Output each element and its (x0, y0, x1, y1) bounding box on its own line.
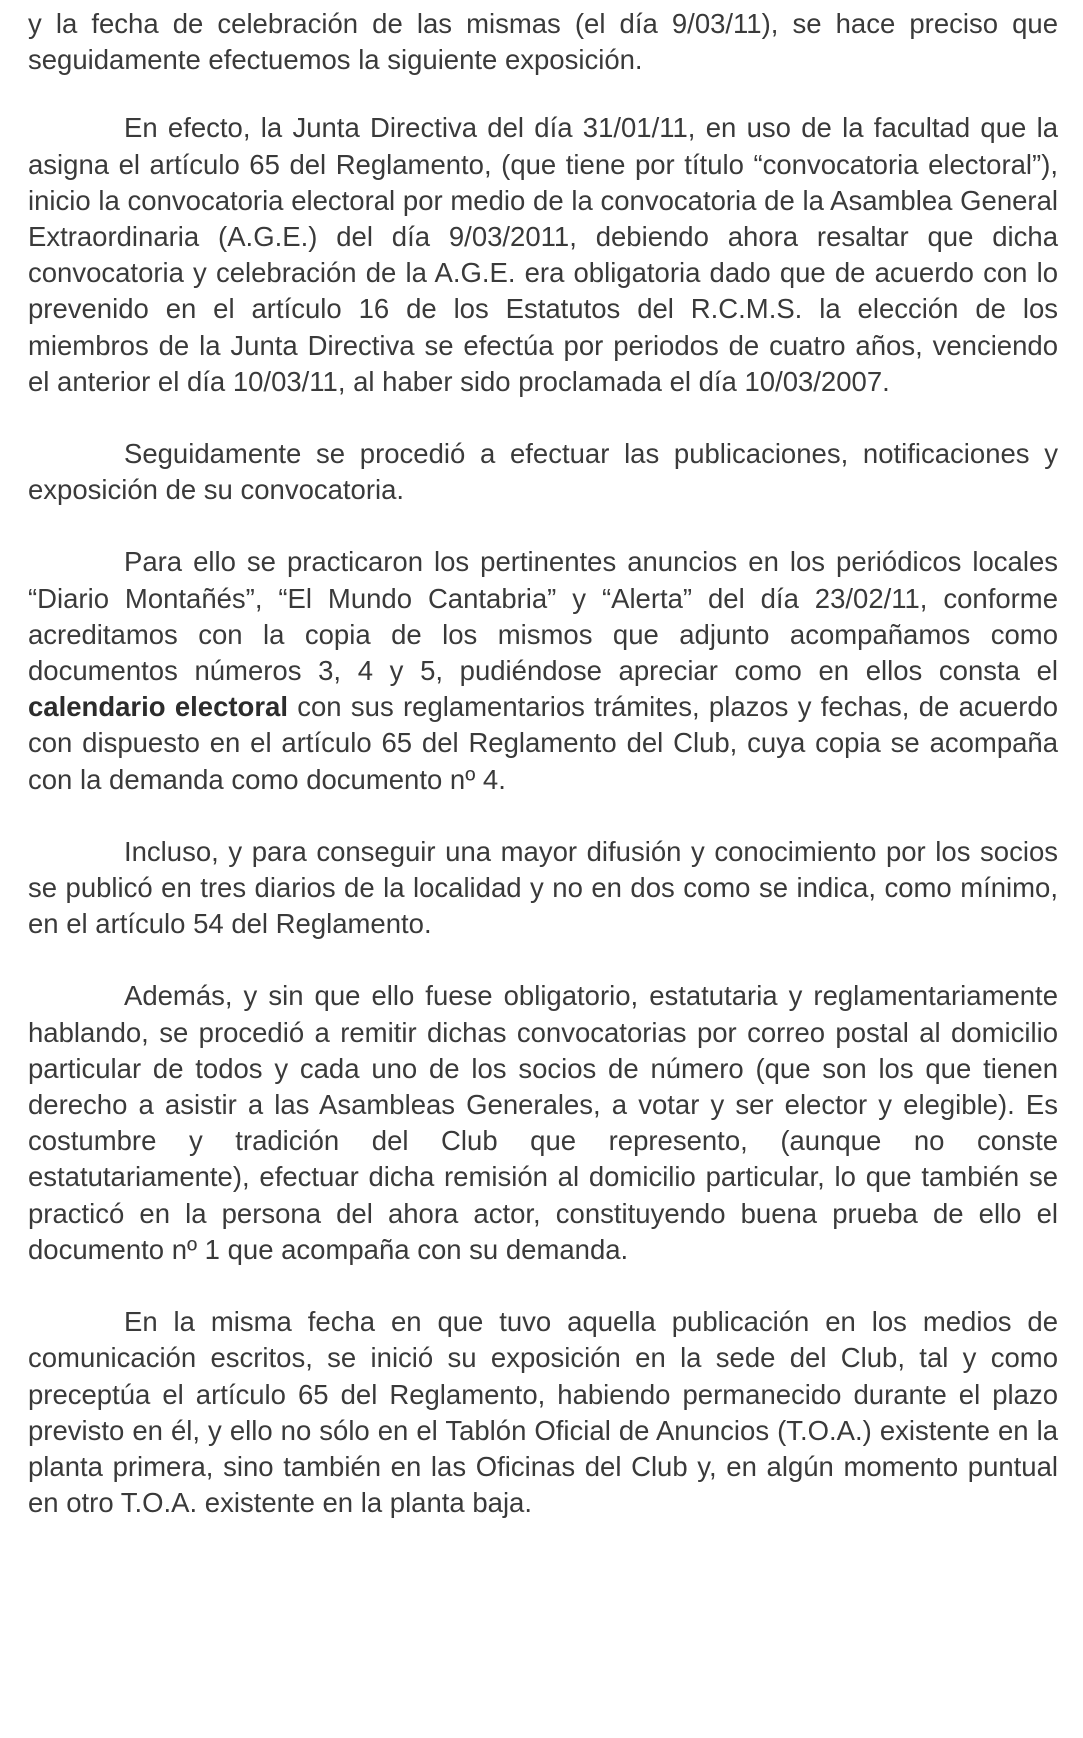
paragraph-publicaciones: Seguidamente se procedió a efectuar las publicaciones, notificaciones y exposición de su convocatoria. (28, 438, 1058, 506)
calendario-electoral-bold: calendario electoral (28, 691, 288, 723)
paragraph-exposicion-sede: En la misma fecha en que tuvo aquella publicación en los medios de comunicación escritos, se inició su exposición en la sede del Club, tal y como preceptúa el artículo 65 del Reglamento, habiendo permanecido durante el plazo previsto en él, y ello no sólo en el Tablón Oficial de Anuncios (T.O.A.) existente en la planta primera, sino también en las Oficinas del Club y, en algún momento puntual en otro T.O.A. existente en la planta baja. (28, 1306, 1058, 1519)
paragraph-difusion: Incluso, y para conseguir una mayor difusión y conocimiento por los socios se publicó en tres diarios de la localidad y no en dos como se indica, como mínimo, en el artículo 54 del Reglamento. (28, 835, 1058, 940)
anuncios-text-after: con sus reglamentarios trámites, plazos y fechas, de acuerdo con dispuesto en el artículo 65 del Reglamento del Club, cuya copia se acompaña con la demanda como documento nº 4. (28, 691, 1058, 795)
anuncios-text-before: Para ello se practicaron los pertinentes anuncios en los periódicos locales “Diario Montañés”, “El Mundo Cantabria” y “Alerta” del día 23/02/11, conforme acreditamos con la copia de los mismos que adjunto acompañamos como documentos números 3, 4 y 5, pudiéndose apreciar como en ellos consta el (28, 546, 1058, 687)
document-page (28, 6, 1058, 1557)
paragraph-junta-directiva: En efecto, la Junta Directiva del día 31/01/11, en uso de la facultad que la asigna el artículo 65 del Reglamento, (que tiene por título “convocatoria electoral”), inicio la convocatoria electoral por medio de la convocatoria de la Asamblea General Extraordinaria (A.G.E.) del día 9/03/2011, debiendo ahora resaltar que dicha convocatoria y celebración de la A.G.E. era obligatoria dado que de acuerdo con lo prevenido en el artículo 16 de los Estatutos del R.C.M.S. la elección de los miembros de la Junta Directiva se efectúa por periodos de cuatro años, venciendo el anterior el día 10/03/11, al haber sido proclamada el día 10/03/2007. (28, 112, 1058, 397)
paragraph-continuation: y la fecha de celebración de las mismas (el día 9/03/11), se hace preciso que seguidamente efectuemos la siguiente exposición. (28, 8, 1058, 76)
paragraph-anuncios (28, 544, 1058, 797)
paragraph-correo-postal: Además, y sin que ello fuese obligatorio, estatutaria y reglamentariamente hablando, se procedió a remitir dichas convocatorias por correo postal al domicilio particular de todos y cada uno de los socios de número (que son los que tienen derecho a asistir a las Asambleas Generales, a votar y ser elector y elegible). Es costumbre y tradición del Club que represento, (aunque no conste estatutariamente), efectuar dicha remisión al domicilio particular, lo que también se practicó en la persona del ahora actor, constituyendo buena prueba de ello el documento nº 1 que acompaña con su demanda. (28, 980, 1058, 1265)
